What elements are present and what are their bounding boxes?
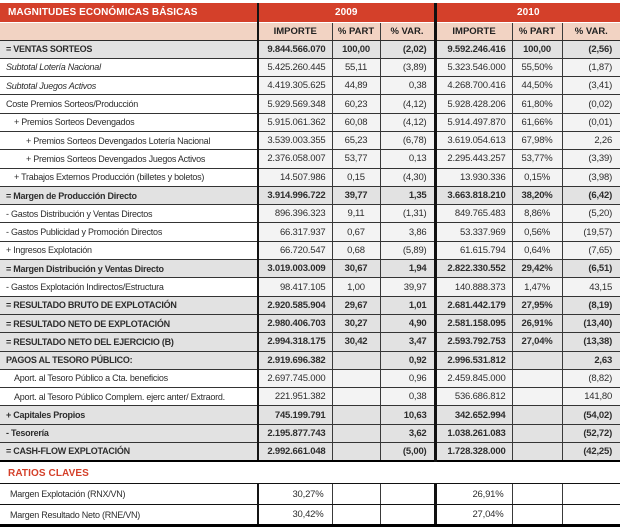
importe-2009-cell: 66.720.547	[258, 241, 332, 259]
table-row	[0, 205, 620, 223]
importe-2009-cell: 5.425.260.445	[258, 58, 332, 76]
importe-2009-cell: 66.317.937	[258, 223, 332, 241]
var-2010-cell: 2,26	[562, 131, 620, 149]
table-row	[0, 296, 620, 314]
part-2009-cell: 53,77	[332, 150, 380, 168]
importe-2009-cell: 30,42%	[258, 505, 332, 526]
importe-2010-cell: 849.765.483	[435, 205, 512, 223]
var-2009-cell: 39,97	[380, 278, 435, 296]
part-2010-cell	[512, 369, 562, 387]
table-row	[0, 388, 620, 406]
row-label: Margen Resultado Neto (RNE/VN)	[0, 505, 258, 526]
part-2010-cell	[512, 505, 562, 526]
var-2010-cell: (19,57)	[562, 223, 620, 241]
importe-2010-cell: 53.337.969	[435, 223, 512, 241]
table-row	[0, 406, 620, 424]
var-2009-cell: (2,02)	[380, 40, 435, 58]
var-2010-cell: (0,01)	[562, 113, 620, 131]
part-2009-cell: 100,00	[332, 40, 380, 58]
table-body	[0, 40, 620, 461]
importe-2009-cell: 14.507.986	[258, 168, 332, 186]
importe-2009-cell: 98.417.105	[258, 278, 332, 296]
row-label: Subtotal Lotería Nacional	[0, 58, 258, 76]
importe-2010-cell: 1.038.261.083	[435, 424, 512, 442]
row-label: Subtotal Juegos Activos	[0, 77, 258, 95]
importe-2009-cell: 2.992.661.048	[258, 443, 332, 461]
importe-2009-cell: 5.915.061.362	[258, 113, 332, 131]
row-label: + Premios Sorteos Devengados	[0, 113, 258, 131]
importe-2009-cell: 3.539.003.355	[258, 131, 332, 149]
var-2009-cell: 3,62	[380, 424, 435, 442]
year-2010-header: 2010	[435, 3, 620, 22]
importe-2009-cell: 2.195.877.743	[258, 424, 332, 442]
importe-2009-cell: 2.994.318.175	[258, 333, 332, 351]
table-row	[0, 77, 620, 95]
importe-2010-cell: 1.728.328.000	[435, 443, 512, 461]
part-2010-cell: 55,50%	[512, 58, 562, 76]
year-2009-header: 2009	[258, 3, 435, 22]
ratio-row	[0, 505, 620, 526]
var-2009-cell: 0,92	[380, 351, 435, 369]
row-label: = Margen Distribución y Ventas Directo	[0, 260, 258, 278]
part-2009-cell	[332, 443, 380, 461]
part-2009-cell	[332, 388, 380, 406]
part-2009-cell: 0,68	[332, 241, 380, 259]
magnitudes-table	[0, 3, 620, 462]
table-row	[0, 369, 620, 387]
part-2010-cell: 67,98%	[512, 131, 562, 149]
year-header-row	[0, 3, 620, 22]
importe-2009-cell: 4.419.305.625	[258, 77, 332, 95]
importe-2010-cell: 5.928.428.206	[435, 95, 512, 113]
var-2010-cell: 141,80	[562, 388, 620, 406]
var-2009-cell: 3,86	[380, 223, 435, 241]
part-2010-cell: 29,42%	[512, 260, 562, 278]
part-2009-cell: 55,11	[332, 58, 380, 76]
var-2009-cell: 0,96	[380, 369, 435, 387]
part-2009-cell: 0,67	[332, 223, 380, 241]
var-2010-cell: 2,63	[562, 351, 620, 369]
var-2010-cell: (54,02)	[562, 406, 620, 424]
part-2010-cell: 1,47%	[512, 278, 562, 296]
importe-2010-cell: 140.888.373	[435, 278, 512, 296]
part-2009-cell: 30,27	[332, 314, 380, 332]
var-2009-cell: (1,31)	[380, 205, 435, 223]
label-column-header	[0, 22, 258, 40]
importe-2009-cell: 3.914.996.722	[258, 186, 332, 204]
row-label: = CASH-FLOW EXPLOTACIÓN	[0, 443, 258, 461]
var-2010-cell: (0,02)	[562, 95, 620, 113]
var-2010-cell: 43,15	[562, 278, 620, 296]
part-2010-cell: 44,50%	[512, 77, 562, 95]
part-2010-cell: 53,77%	[512, 150, 562, 168]
var-2010-cell: (13,40)	[562, 314, 620, 332]
part-2010-cell: 8,86%	[512, 205, 562, 223]
importe-2010-cell: 26,91%	[435, 484, 512, 505]
row-label: Aport. al Tesoro Público Complem. ejerc anter/ Extraord.	[0, 388, 258, 406]
part-2010-cell	[512, 388, 562, 406]
table-row	[0, 40, 620, 58]
part-2010-cell: 61,66%	[512, 113, 562, 131]
part-2009-cell: 1,00	[332, 278, 380, 296]
table-row	[0, 150, 620, 168]
var-2010-cell: (13,38)	[562, 333, 620, 351]
var-2009-cell: 4,90	[380, 314, 435, 332]
var-2009-cell: 3,47	[380, 333, 435, 351]
var-2009-cell	[380, 484, 435, 505]
var-2010-cell: (52,72)	[562, 424, 620, 442]
var-2009-cell: 0,38	[380, 388, 435, 406]
row-label: PAGOS AL TESORO PÚBLICO:	[0, 351, 258, 369]
importe-2010-cell: 3.619.054.613	[435, 131, 512, 149]
var-2010-cell: (1,87)	[562, 58, 620, 76]
part-2009-cell	[332, 424, 380, 442]
part-2009-cell: 30,67	[332, 260, 380, 278]
ratios-body	[0, 484, 620, 526]
var-2009-cell: 1,94	[380, 260, 435, 278]
importe-2010-cell: 2.581.158.095	[435, 314, 512, 332]
part-2010-cell	[512, 443, 562, 461]
part-2010-cell: 38,20%	[512, 186, 562, 204]
var-2009-cell: 0,13	[380, 150, 435, 168]
row-label: + Premios Sorteos Devengados Juegos Activos	[0, 150, 258, 168]
part-2010-cell: 100,00	[512, 40, 562, 58]
part-2009-cell: 9,11	[332, 205, 380, 223]
row-label: = Margen de Producción Directo	[0, 186, 258, 204]
part-2010-cell: 0,56%	[512, 223, 562, 241]
var-2010-cell: (3,98)	[562, 168, 620, 186]
importe-2010-cell: 4.268.700.416	[435, 77, 512, 95]
part-2009-cell	[332, 484, 380, 505]
importe-2010-cell: 536.686.812	[435, 388, 512, 406]
var-2009-cell: 0,38	[380, 77, 435, 95]
table-row	[0, 95, 620, 113]
table-title: MAGNITUDES ECONÓMICAS BÁSICAS	[0, 3, 258, 22]
table-row	[0, 351, 620, 369]
part-2010-cell: 0,15%	[512, 168, 562, 186]
table-row	[0, 58, 620, 76]
table-row	[0, 168, 620, 186]
importe-2010-cell: 13.930.336	[435, 168, 512, 186]
importe-2010-cell: 9.592.246.416	[435, 40, 512, 58]
row-label: = RESULTADO NETO DEL EJERCICIO (B)	[0, 333, 258, 351]
row-label: - Gastos Explotación Indirectos/Estructura	[0, 278, 258, 296]
row-label: + Ingresos Explotación	[0, 241, 258, 259]
part-2010-cell: 0,64%	[512, 241, 562, 259]
importe-2009-cell: 896.396.323	[258, 205, 332, 223]
part-2010-cell	[512, 351, 562, 369]
table-row	[0, 333, 620, 351]
var-2009-cell: 10,63	[380, 406, 435, 424]
var-2010-cell: (7,65)	[562, 241, 620, 259]
table-row	[0, 223, 620, 241]
importe-2009-cell: 9.844.566.070	[258, 40, 332, 58]
part-2009-cell	[332, 406, 380, 424]
importe-2010-cell: 3.663.818.210	[435, 186, 512, 204]
part-2009-cell: 39,77	[332, 186, 380, 204]
importe-2010-cell: 2.295.443.257	[435, 150, 512, 168]
part-2010-cell	[512, 424, 562, 442]
column-header-row	[0, 22, 620, 40]
part-2010-cell: 26,91%	[512, 314, 562, 332]
ratios-section	[0, 462, 620, 528]
part-2010-cell	[512, 406, 562, 424]
row-label: - Gastos Distribución y Ventas Directos	[0, 205, 258, 223]
importe-2009-cell: 2.919.696.382	[258, 351, 332, 369]
var-2010-cell	[562, 484, 620, 505]
part-2009-cell	[332, 351, 380, 369]
row-label: - Tesorería	[0, 424, 258, 442]
importe-2009-cell: 30,27%	[258, 484, 332, 505]
importe-2009-cell: 2.697.745.000	[258, 369, 332, 387]
part-2009-cell: 44,89	[332, 77, 380, 95]
importe-2009-cell: 3.019.003.009	[258, 260, 332, 278]
row-label: + Capitales Propios	[0, 406, 258, 424]
importe-2009-cell: 2.920.585.904	[258, 296, 332, 314]
ratios-heading: RATIOS CLAVES	[0, 462, 620, 484]
part-2009-cell: 60,23	[332, 95, 380, 113]
var-2010-cell	[562, 505, 620, 526]
importe-2010-cell: 5.914.497.870	[435, 113, 512, 131]
var-2010-cell: (8,19)	[562, 296, 620, 314]
part-2009-cell: 30,42	[332, 333, 380, 351]
row-label: - Gastos Publicidad y Promoción Directos	[0, 223, 258, 241]
table-row	[0, 241, 620, 259]
importe-2010-cell: 61.615.794	[435, 241, 512, 259]
table-row	[0, 186, 620, 204]
var-2009-cell: (4,12)	[380, 95, 435, 113]
col-importe-2010: IMPORTE	[435, 22, 512, 40]
var-2009-cell: (6,78)	[380, 131, 435, 149]
var-2010-cell: (3,41)	[562, 77, 620, 95]
importe-2009-cell: 2.376.058.007	[258, 150, 332, 168]
part-2009-cell	[332, 505, 380, 526]
row-label: Coste Premios Sorteos/Producción	[0, 95, 258, 113]
part-2010-cell: 27,04%	[512, 333, 562, 351]
importe-2009-cell: 5.929.569.348	[258, 95, 332, 113]
part-2009-cell: 29,67	[332, 296, 380, 314]
table-row	[0, 113, 620, 131]
var-2009-cell: 1,01	[380, 296, 435, 314]
var-2009-cell: (3,89)	[380, 58, 435, 76]
row-label: + Premios Sorteos Devengados Lotería Nacional	[0, 131, 258, 149]
importe-2010-cell: 342.652.994	[435, 406, 512, 424]
part-2010-cell: 27,95%	[512, 296, 562, 314]
part-2009-cell: 0,15	[332, 168, 380, 186]
table-row	[0, 314, 620, 332]
part-2009-cell: 65,23	[332, 131, 380, 149]
col-part-2009: % PART	[332, 22, 380, 40]
importe-2010-cell: 2.459.845.000	[435, 369, 512, 387]
var-2010-cell: (42,25)	[562, 443, 620, 461]
var-2010-cell: (8,82)	[562, 369, 620, 387]
var-2010-cell: (6,51)	[562, 260, 620, 278]
row-label: Margen Explotación (RNX/VN)	[0, 484, 258, 505]
importe-2010-cell: 27,04%	[435, 505, 512, 526]
var-2010-cell: (3,39)	[562, 150, 620, 168]
importe-2009-cell: 2.980.406.703	[258, 314, 332, 332]
var-2009-cell	[380, 505, 435, 526]
var-2009-cell: 1,35	[380, 186, 435, 204]
table-row	[0, 424, 620, 442]
importe-2009-cell: 221.951.382	[258, 388, 332, 406]
var-2009-cell: (5,89)	[380, 241, 435, 259]
col-var-2010: % VAR.	[562, 22, 620, 40]
var-2009-cell: (4,12)	[380, 113, 435, 131]
importe-2010-cell: 2.681.442.179	[435, 296, 512, 314]
part-2010-cell: 61,80%	[512, 95, 562, 113]
part-2010-cell	[512, 484, 562, 505]
var-2010-cell: (2,56)	[562, 40, 620, 58]
part-2009-cell: 60,08	[332, 113, 380, 131]
table-row	[0, 443, 620, 461]
var-2010-cell: (6,42)	[562, 186, 620, 204]
table-row	[0, 131, 620, 149]
var-2009-cell: (4,30)	[380, 168, 435, 186]
ratios-table	[0, 484, 620, 528]
importe-2010-cell: 2.996.531.812	[435, 351, 512, 369]
importe-2010-cell: 2.822.330.552	[435, 260, 512, 278]
part-2009-cell	[332, 369, 380, 387]
importe-2010-cell: 5.323.546.000	[435, 58, 512, 76]
row-label: = VENTAS SORTEOS	[0, 40, 258, 58]
col-part-2010: % PART	[512, 22, 562, 40]
var-2009-cell: (5,00)	[380, 443, 435, 461]
ratio-row	[0, 484, 620, 505]
importe-2010-cell: 2.593.792.753	[435, 333, 512, 351]
table-row	[0, 278, 620, 296]
row-label: = RESULTADO BRUTO DE EXPLOTACIÓN	[0, 296, 258, 314]
row-label: = RESULTADO NETO DE EXPLOTACIÓN	[0, 314, 258, 332]
row-label: + Trabajos Externos Producción (billetes y boletos)	[0, 168, 258, 186]
var-2010-cell: (5,20)	[562, 205, 620, 223]
col-importe-2009: IMPORTE	[258, 22, 332, 40]
col-var-2009: % VAR.	[380, 22, 435, 40]
table-row	[0, 260, 620, 278]
row-label: Aport. al Tesoro Público a Cta. beneficios	[0, 369, 258, 387]
importe-2009-cell: 745.199.791	[258, 406, 332, 424]
